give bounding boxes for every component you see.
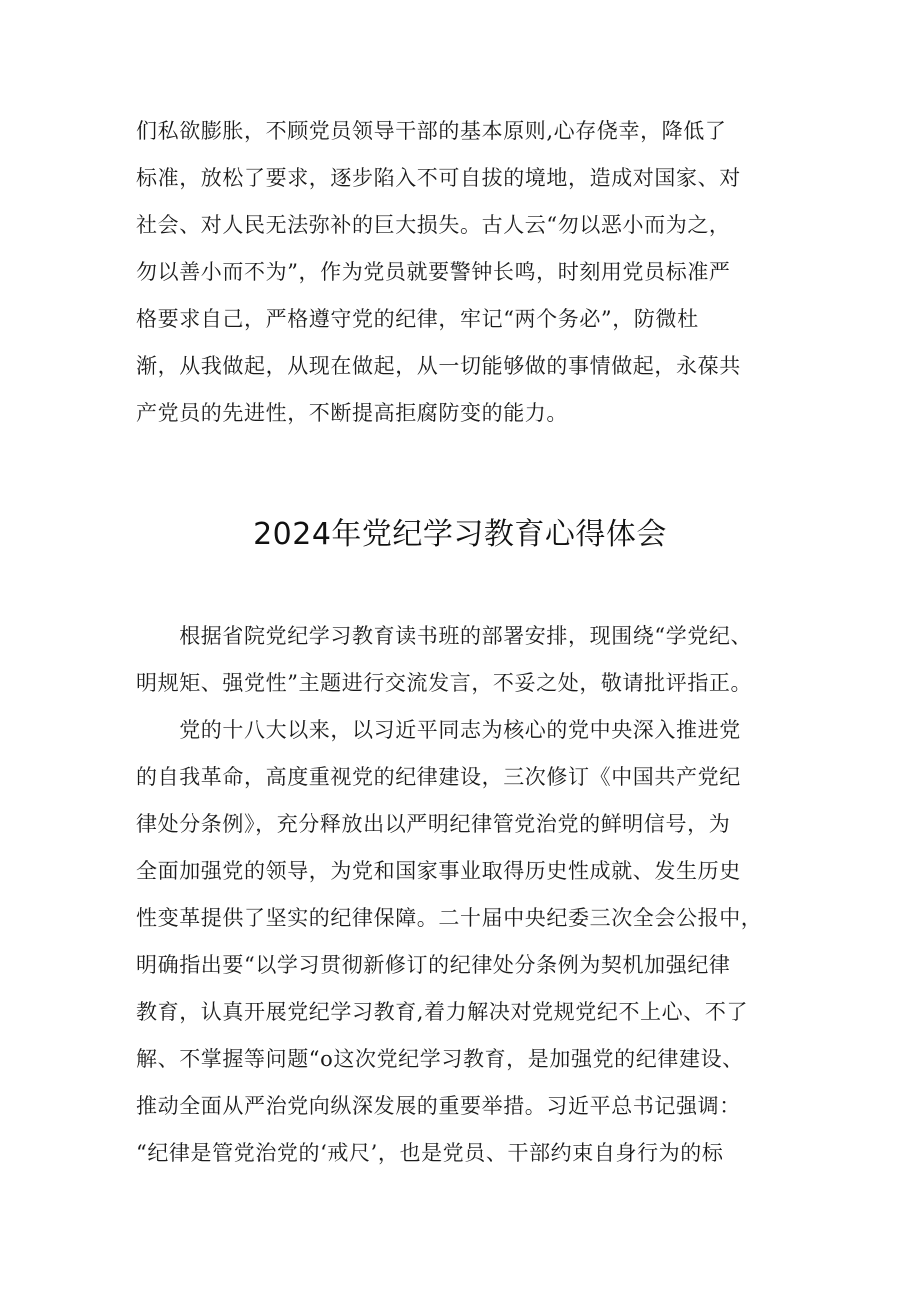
text-line: 根据省院党纪学习教育读书班的部署安排，现围绕“学党纪、 — [136, 624, 753, 648]
document-title: 2024年党纪学习教育心得体会 — [253, 517, 667, 552]
text-line: 解、不掌握等问题“o这次党纪学习教育，是加强党的纪律建设、 — [136, 1047, 744, 1071]
text-line: 推动全面从严治党向纵深发展的重要举措。习近平总书记强调： — [136, 1094, 741, 1118]
text-line: 们私欲膨胀，不顾党员领导干部的基本原则,心存侥幸，降低了 — [136, 119, 727, 143]
text-line: 产党员的先进性，不断提高拒腐防变的能力。 — [136, 401, 568, 425]
text-line: 标准，放松了要求，逐步陷入不可自拔的境地，造成对国家、对 — [136, 166, 741, 190]
text-line: 渐，从我做起，从现在做起，从一切能够做的事情做起，永葆共 — [136, 354, 741, 378]
text-line: 明确指出要“以学习贯彻新修订的纪律处分条例为契机加强纪律 — [136, 953, 731, 977]
text-line: 明规矩、强党性”主题进行交流发言，不妥之处，敬请批评指正。 — [136, 671, 753, 695]
text-line: 律处分条例》，充分释放出以严明纪律管党治党的鲜明信号，为 — [136, 812, 731, 836]
body-text — [136, 613, 796, 1177]
text-line: 格要求自己，严格遵守党的纪律，牢记“两个务必”，防微杜 — [136, 307, 699, 331]
text-line: 勿以善小而不为”，作为党员就要警钟长鸣，时刻用党员标准严 — [136, 260, 731, 284]
text-line: 教育，认真开展党纪学习教育,着力解决对党规党纪不上心、不了 — [136, 1000, 749, 1024]
text-line: 社会、对人民无法弥补的巨大损失。古人云“勿以恶小而为之， — [136, 213, 731, 237]
text-line: 性变革提供了坚实的纪律保障。二十届中央纪委三次全会公报中， — [136, 906, 763, 930]
text-line: 的自我革命，高度重视党的纪律建设，三次修订《中国共产党纪 — [136, 765, 741, 789]
text-line: “纪律是管党治党的‘戒尺’，也是党员、干部约束自身行为的标 — [136, 1141, 724, 1165]
continued-paragraph — [136, 108, 796, 437]
text-line: 全面加强党的领导，为党和国家事业取得历史性成就、发生历史 — [136, 859, 741, 883]
text-line: 党的十八大以来，以习近平同志为核心的党中央深入推进党 — [136, 718, 741, 742]
